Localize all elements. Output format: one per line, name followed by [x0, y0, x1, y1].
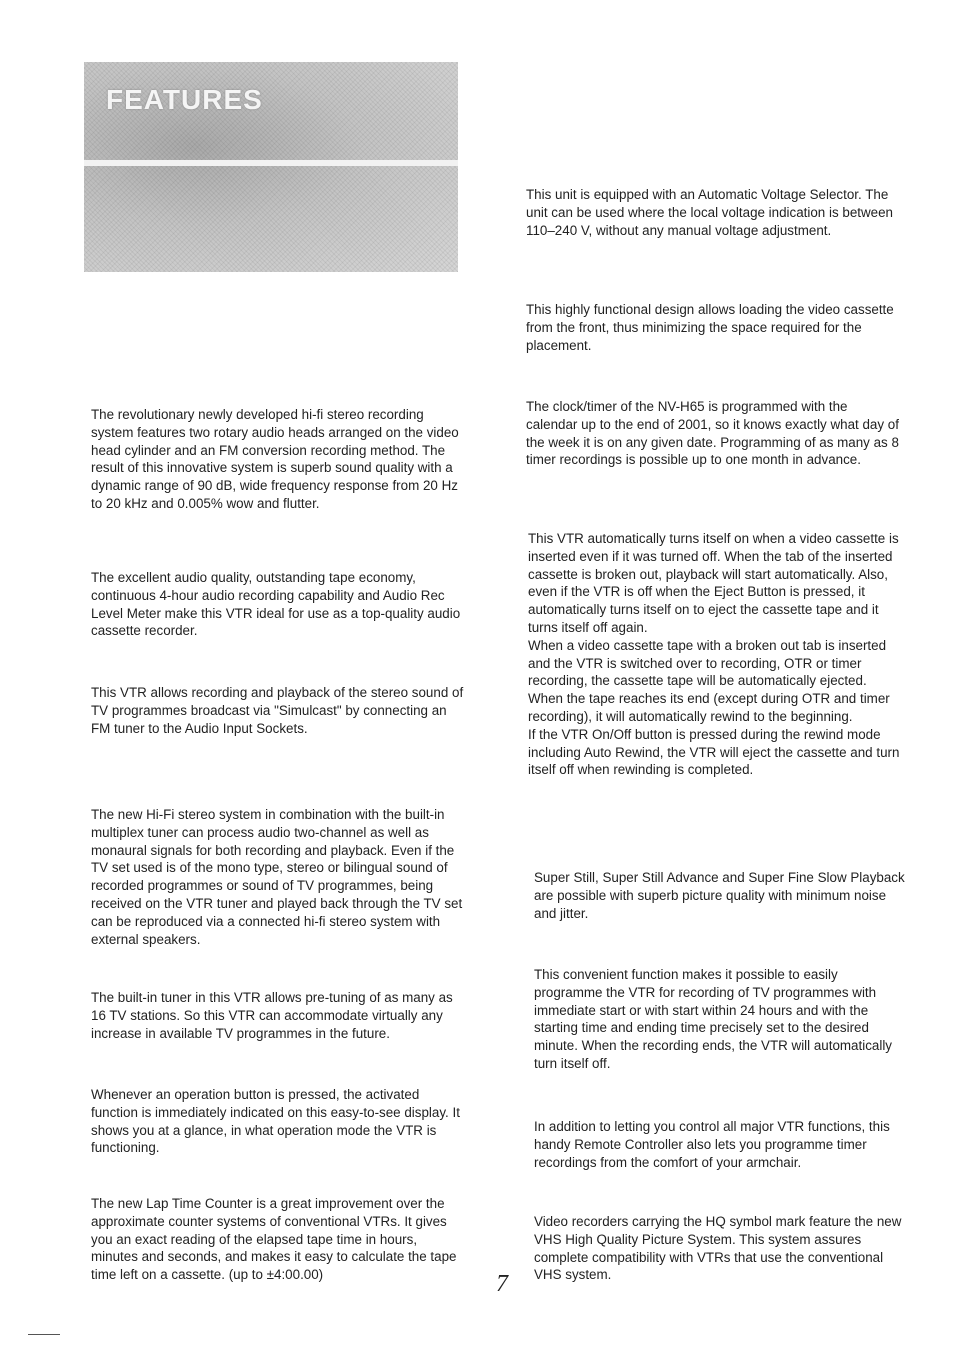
features-banner	[84, 62, 458, 272]
paragraph-super-still: Super Still, Super Still Advance and Super Fine Slow Playback are possible with superb picture quality with minimum noise and jitter.	[534, 870, 905, 921]
paragraph-simulcast: This VTR allows recording and playback of the stereo sound of TV programmes broadcast via "Simulcast" by connecting an FM tuner to the Audio Input Sockets.	[91, 685, 464, 736]
paragraph-clock-timer: The clock/timer of the NV-H65 is programmed with the calendar up to the end of 2001, so it knows exactly what day of the week it is on any given date. Programming of as many as 8 timer recordings is possible up to one month in advance.	[526, 399, 899, 468]
page-number: 7	[496, 1271, 508, 1297]
paragraph-hifi-stereo: The revolutionary newly developed hi-fi stereo recording system features two rotary audio heads arranged on the video head cylinder and an FM conversion recording method. The result of this innovative system is superb sound quality with a dynamic range of 90 dB, wide frequency response from 20 Hz to 20 kHz and 0.005% wow and flutter.	[91, 407, 459, 511]
paragraph-operation-display: Whenever an operation button is pressed, the activated function is immediately indicated on this easy-to-see display. It shows you at a glance, in what operation mode the VTR is functioning.	[91, 1087, 460, 1156]
paragraph-hq-system: Video recorders carrying the HQ symbol mark feature the new VHS High Quality Picture System. This system assures complete compatibility with VTRs that use the conventional VHS system.	[534, 1214, 902, 1283]
paragraph-voltage-selector: This unit is equipped with an Automatic Voltage Selector. The unit can be used where the local voltage indication is between 110–240 V, without any manual voltage adjustment.	[526, 187, 893, 238]
paragraph-lap-time-counter: The new Lap Time Counter is a great improvement over the approximate counter systems of conventional VTRs. It gives you an exact reading of the elapsed tape time in hours, minutes and seconds, and makes it easy to calculate the tape time left on a cassette. (up to ±4:00.00)	[91, 1196, 457, 1283]
paragraph-built-in-tuner: The built-in tuner in this VTR allows pre-tuning of as many as 16 TV stations. So this VTR can accommodate virtually any increase in available TV programmes in the future.	[91, 990, 453, 1041]
banner-title: FEATURES	[106, 84, 263, 115]
footer-rule	[28, 1334, 60, 1335]
paragraph-front-loading: This highly functional design allows loading the video cassette from the front, thus minimizing the space required for the placement.	[526, 302, 894, 353]
paragraph-auto-power: This VTR automatically turns itself on when a video cassette is inserted even if it was turned off. When the tab of the inserted cassette is broken out, playback will start automatically. Also, even if the VTR is off when the Eject Button is pressed, it automatically turns itself on to eject the cassette tape and it turns itself off again. When a video cassette tape with a broken out tab is inserted and the VTR is switched over to recording, OTR or timer recording, the cassette tape will be automatically ejected. When the tape reaches its end (except during OTR and timer recording), it will automatically rewind to the beginning. If the VTR On/Off button is pressed during the rewind mode including Auto Rewind, the VTR will eject the cassette and turn itself off when rewinding is completed.	[528, 531, 900, 778]
paragraph-multiplex-tuner: The new Hi-Fi stereo system in combination with the built-in multiplex tuner can process audio two-channel as well as monaural signals for both recording and playback. Even if the TV set used is of the mono type, stereo or bilingual sound of recorded programmes or sound of TV programmes, being received on the VTR tuner and played back through the TV set can be reproduced via a connected hi-fi stereo system with external speakers.	[91, 807, 463, 947]
paragraph-remote-controller: In addition to letting you control all major VTR functions, this handy Remote Controller also lets you programme timer recordings from the comfort of your armchair.	[534, 1119, 890, 1170]
paragraph-audio-quality: The excellent audio quality, outstanding tape economy, continuous 4-hour audio recording capability and Audio Rec Level Meter make this VTR ideal for use as a top-quality audio cassette recorder.	[91, 570, 461, 639]
banner-divider	[84, 160, 458, 166]
paragraph-otr: This convenient function makes it possible to easily programme the VTR for recording of TV programmes with immediate start or with start within 24 hours and with the starting time and ending time precisely set to the desired minute. When the recording ends, the VTR will automatically turn itself off.	[534, 967, 892, 1071]
